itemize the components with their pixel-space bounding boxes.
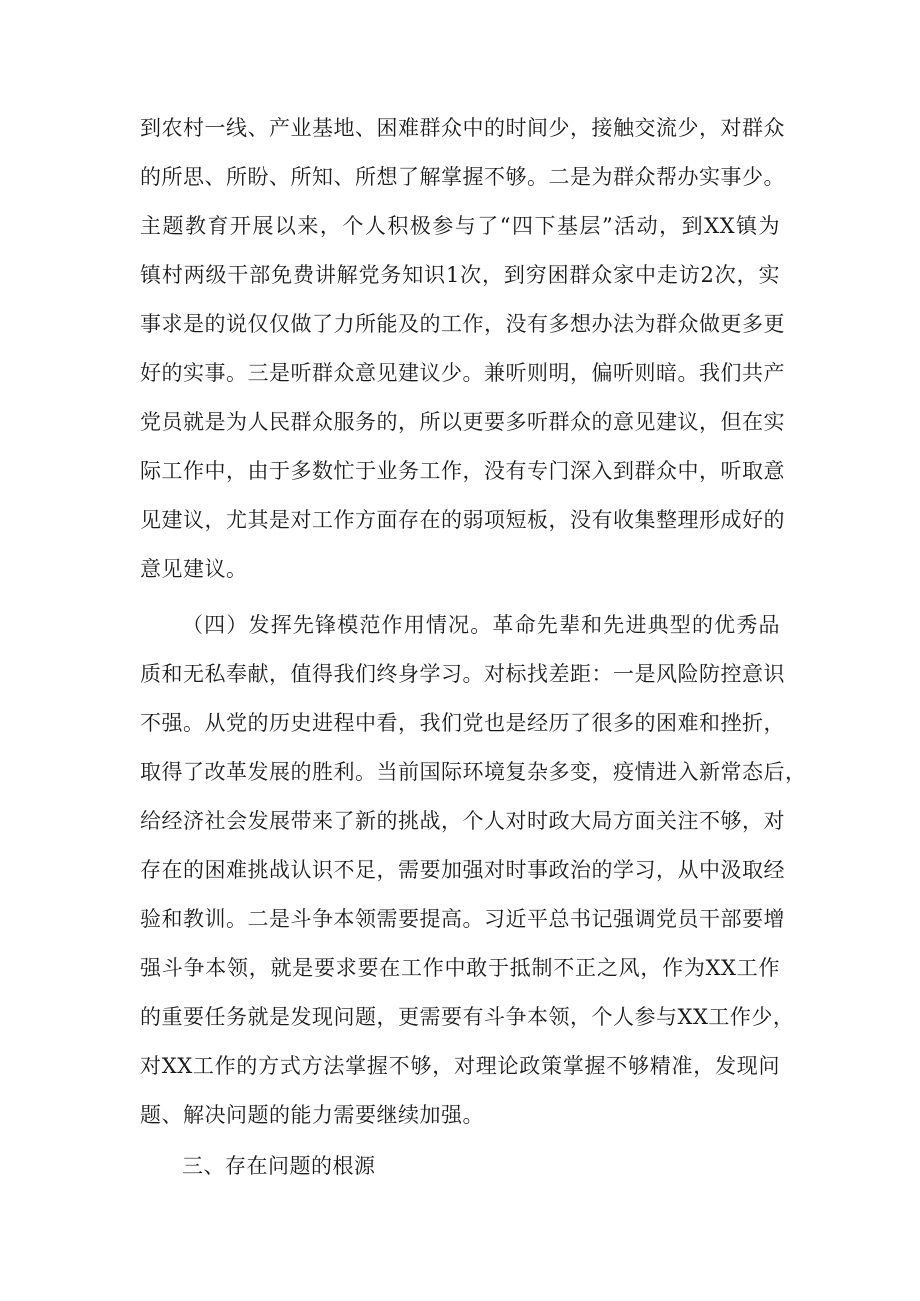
paragraph-line: 验和教训。二是斗争本领需要提高。习近平总书记强调党员干部要增 — [140, 907, 785, 931]
section-heading: 三、存在问题的根源 — [182, 1154, 376, 1178]
paragraph-line: （四）发挥先锋模范作用情况。革命先辈和先进典型的优秀品 — [182, 613, 780, 637]
paragraph-line: 给经济社会发展带来了新的挑战，个人对时政大局方面关注不够，对 — [140, 809, 785, 833]
paragraph-line: 到农村一线、产业基地、困难群众中的时间少，接触交流少，对群众 — [140, 116, 785, 140]
paragraph-line: 对XX工作的方式方法掌握不够，对理论政策掌握不够精准，发现问 — [140, 1054, 780, 1078]
paragraph-line: 的重要任务就是发现问题，更需要有斗争本领，个人参与XX工作少， — [140, 1005, 795, 1029]
paragraph-line: 际工作中，由于多数忙于业务工作，没有专门深入到群众中，听取意 — [140, 459, 785, 483]
paragraph-line: 见建议，尤其是对工作方面存在的弱项短板，没有收集整理形成好的 — [140, 508, 785, 532]
paragraph-line: 事求是的说仅仅做了力所能及的工作，没有多想办法为群众做更多更 — [140, 312, 785, 336]
paragraph-line: 党员就是为人民群众服务的，所以更要多听群众的意见建议，但在实 — [140, 410, 785, 434]
paragraph-line: 题、解决问题的能力需要继续加强。 — [140, 1103, 484, 1127]
paragraph-line: 主题教育开展以来，个人积极参与了“四下基层”活动，到XX镇为 — [140, 214, 780, 238]
paragraph-line: 不强。从党的历史进程中看，我们党也是经历了很多的困难和挫折， — [140, 711, 785, 735]
paragraph-line: 的所思、所盼、所知、所想了解掌握不够。二是为群众帮办实事少。 — [140, 165, 785, 189]
paragraph-line: 取得了改革发展的胜利。当前国际环境复杂多变，疫情进入新常态后， — [140, 760, 807, 784]
paragraph-line: 强斗争本领，就是要求要在工作中敢于抵制不正之风，作为XX工作 — [140, 956, 780, 980]
paragraph-line: 好的实事。三是听群众意见建议少。兼听则明，偏听则暗。我们共产 — [140, 361, 785, 385]
paragraph-line: 质和无私奉献，值得我们终身学习。对标找差距：一是风险防控意识 — [140, 662, 785, 686]
paragraph-line: 镇村两级干部免费讲解党务知识1次，到穷困群众家中走访2次，实 — [140, 263, 780, 287]
paragraph-line: 存在的困难挑战认识不足，需要加强对时事政治的学习，从中汲取经 — [140, 858, 785, 882]
paragraph-line: 意见建议。 — [140, 557, 248, 581]
